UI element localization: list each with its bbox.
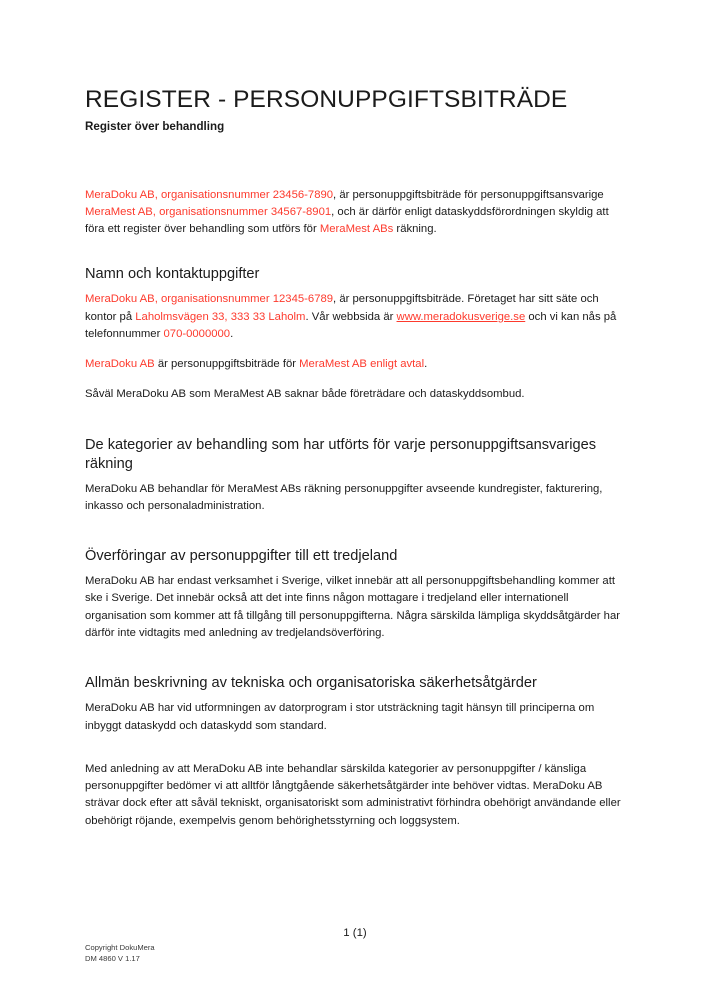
contact2-text-black-1: är personuppgiftsbiträde för bbox=[154, 358, 300, 371]
page-subtitle: Register över behandling bbox=[85, 120, 225, 134]
section-kategorier-av-behandling bbox=[85, 436, 625, 516]
intro-section bbox=[85, 187, 625, 239]
contact-phone-red: 070-0000000 bbox=[163, 327, 231, 340]
intro-text-black-3: räkning. bbox=[393, 223, 437, 236]
contact-text-red-1: MeraDoku AB, organisationsnummer 12345-6789 bbox=[85, 293, 334, 306]
contact-address-red: Laholmsvägen 33, 333 33 Laholm bbox=[135, 310, 306, 323]
categories-paragraph: MeraDoku AB behandlar för MeraMest ABs räkning personuppgifter avseende kundregister, fakturering, inkasso och personaladministration. bbox=[85, 482, 603, 512]
security-paragraph-1: MeraDoku AB har vid utformningen av datorprogram i stor utsträckning tagit hänsyn till principerna om inbyggt dataskydd och dataskydd som standard. bbox=[85, 702, 595, 732]
contact-paragraph-2 bbox=[85, 356, 625, 373]
paragraph-spacer bbox=[85, 748, 625, 761]
contact2-text-red-2: MeraMest AB enligt avtal bbox=[299, 358, 425, 371]
contact-text-black-2: . Vår webbsida är bbox=[305, 310, 397, 323]
intro-text-red-1: MeraDoku AB, organisationsnummer 23456-7890 bbox=[85, 188, 334, 201]
section-namn-och-kontaktuppgifter bbox=[85, 265, 625, 403]
section-heading-contact: Namn och kontaktuppgifter bbox=[85, 266, 260, 283]
website-link[interactable]: www.meradokusverige.se bbox=[396, 310, 526, 323]
contact-text-black-1: , är personuppgiftsbiträde. Företaget har sitt säte och kontor på bbox=[85, 293, 599, 323]
section-heading-transfers: Överföringar av personuppgifter till ett tredjeland bbox=[85, 548, 398, 565]
section-sakerhetsatgarder bbox=[85, 674, 625, 830]
page-title: REGISTER - PERSONUPPGIFTSBITRÄDE bbox=[85, 86, 568, 113]
footer-copyright bbox=[85, 943, 155, 965]
page-footer bbox=[85, 926, 625, 966]
copyright-line: Copyright DokuMera bbox=[85, 943, 155, 952]
intro-text-black-2: , och är därför enligt dataskyddsförordningen skyldig att föra ett register över behandling som utförs för bbox=[85, 205, 609, 236]
contact-paragraph-3: Såväl MeraDoku AB som MeraMest AB saknar både företrädare och dataskyddsombud. bbox=[85, 388, 525, 401]
contact2-text-red-1: MeraDoku AB bbox=[85, 358, 155, 371]
contact-text-black-3: och vi kan nås på telefonnummer bbox=[85, 310, 617, 340]
security-paragraph-2: Med anledning av att MeraDoku AB inte behandlar särskilda kategorier av personuppgifter / känsliga personuppgifter bedömer vi att alltför långtgående säkerhetsåtgärder inte behöver vidtas. MeraDoku AB strävar dock efter att såväl tekniskt, organisatoriskt som administrativt förhindra obehörigt användande eller obehörigt röjande, exempelvis genom behörighetsstyrning och loggsystem. bbox=[85, 762, 621, 827]
page-number: 1 (1) bbox=[343, 927, 367, 939]
intro-text-red-2: MeraMest AB, organisationsnummer 34567-8901 bbox=[85, 205, 332, 218]
intro-paragraph bbox=[85, 187, 625, 239]
section-heading-categories: De kategorier av behandling som har utförts för varje personuppgiftsansvariges räkning bbox=[85, 436, 597, 472]
contact-text-black-4: . bbox=[230, 327, 234, 340]
transfers-paragraph: MeraDoku AB har endast verksamhet i Sverige, vilket innebär att all personuppgiftsbehandling kommer att ske i Sverige. Det innebär också att det inte finns någon mottagare i tredjeland eller internationell organisation som kommer att få tillgång till personuppgifterna. Några särskilda lämpliga skyddsåtgärder har därför inte vidtagits med anledning av tredjelandsöverföring. bbox=[85, 575, 620, 640]
contact-paragraph-1 bbox=[85, 291, 625, 343]
intro-text-black-1: , är personuppgiftsbiträde för personuppgiftsansvarige bbox=[333, 188, 604, 201]
document-content bbox=[85, 86, 625, 830]
contact2-text-black-2: . bbox=[424, 358, 428, 371]
intro-text-red-3: MeraMest ABs bbox=[319, 223, 394, 236]
section-heading-security: Allmän beskrivning av tekniska och organisatoriska säkerhetsåtgärder bbox=[85, 675, 537, 692]
document-code-line: DM 4860 V 1.17 bbox=[85, 953, 140, 963]
section-overforingar-tredjeland bbox=[85, 547, 625, 642]
